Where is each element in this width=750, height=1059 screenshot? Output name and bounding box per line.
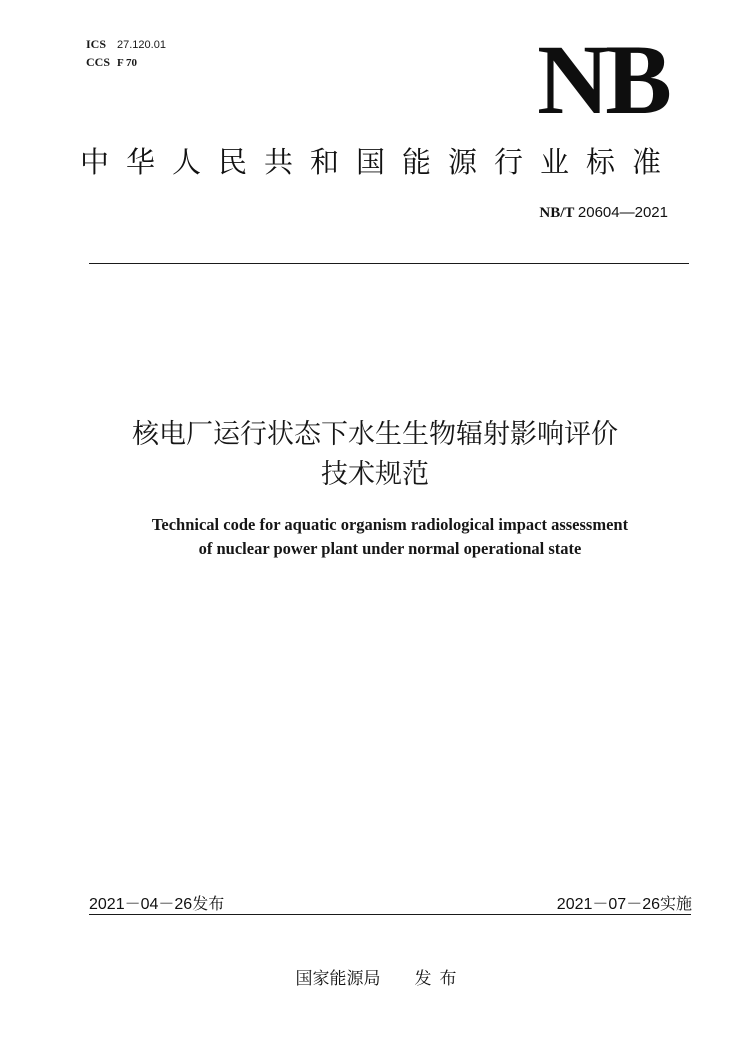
- standard-number: [539, 204, 668, 222]
- ics-label: ICS: [86, 37, 107, 51]
- bottom-divider: [89, 914, 691, 915]
- publisher-line: [0, 964, 750, 989]
- ccs-label: CCS: [86, 55, 111, 69]
- ics-value: 27.120.01: [117, 39, 166, 51]
- standard-category: 中华人民共和国能源行业标准: [80, 145, 679, 179]
- title-en-line2: of nuclear power plant under normal operational state: [198, 539, 582, 558]
- title-cn-line2: 技术规范: [321, 459, 429, 490]
- publish-action: 发布: [414, 969, 465, 989]
- publisher-name: 国家能源局: [295, 969, 381, 989]
- title-en-line1: Technical code for aquatic organism radiological impact assessment: [151, 515, 629, 534]
- ics-code: [86, 36, 166, 54]
- standard-code: 20604—2021: [577, 204, 668, 221]
- classification-codes: [86, 36, 166, 72]
- issue-date: 2021－04－26发布: [89, 896, 225, 913]
- implementation-date: 2021－07－26实施: [556, 896, 692, 913]
- ccs-code: [86, 54, 166, 72]
- title-cn-line1: 核电厂运行状态下水生生物辐射影响评价: [132, 419, 618, 450]
- standard-prefix: NB/T: [539, 205, 575, 221]
- nb-logo: NB: [537, 24, 668, 135]
- top-divider: [89, 263, 689, 264]
- ccs-value: F 70: [117, 57, 138, 69]
